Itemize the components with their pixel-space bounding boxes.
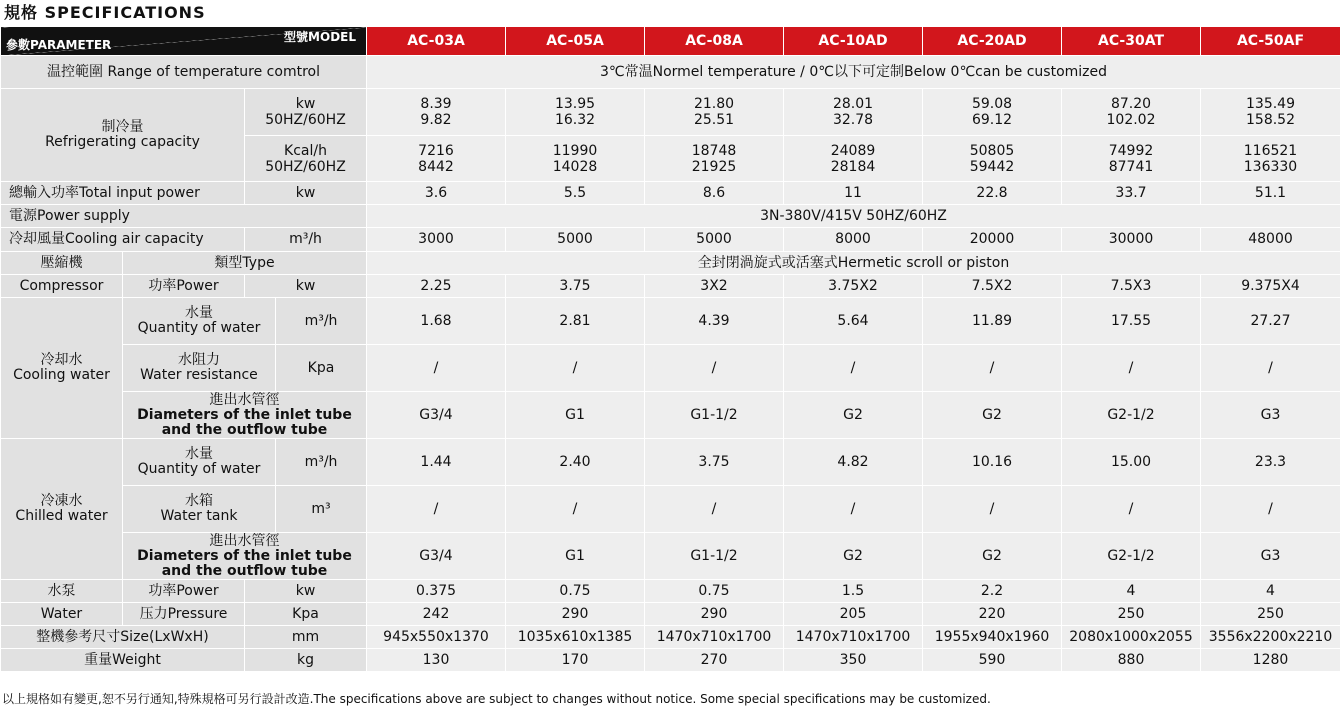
chw-dia-en2: and the outflow tube (123, 564, 366, 579)
compressor-power-value: 3X2 (645, 275, 784, 298)
pump-pressure-value: 290 (506, 603, 645, 626)
chw-tank-value: / (1062, 486, 1201, 533)
chw-tank-value: / (1201, 486, 1340, 533)
cw-dia-value: G3 (1201, 392, 1340, 439)
compressor-power-value: 3.75 (506, 275, 645, 298)
cw-qty-value: 27.27 (1201, 298, 1340, 345)
cw-res-unit: Kpa (276, 345, 367, 392)
cw-res-value: / (784, 345, 923, 392)
cw-dia-cn: 進出水管徑 (123, 393, 366, 408)
cooling-air-value: 48000 (1201, 228, 1340, 252)
refrig-kcal-value (645, 136, 784, 182)
cw-dia-label (123, 392, 367, 439)
chw-qty-value: 15.00 (1062, 439, 1201, 486)
page-title: 規格 SPECIFICATIONS (4, 0, 206, 23)
cw-qty-label (123, 298, 276, 345)
refrig-kw-value-line: 69.12 (923, 112, 1061, 128)
model-header: AC-50AF (1201, 27, 1340, 56)
cooling-air-value: 30000 (1062, 228, 1201, 252)
chw-qty-value: 3.75 (645, 439, 784, 486)
chw-tank-value: / (506, 486, 645, 533)
pump-pressure-label: 压力Pressure (123, 603, 245, 626)
size-value: 945x550x1370 (367, 626, 506, 649)
cw-qty-value: 2.81 (506, 298, 645, 345)
cw-qty-value: 11.89 (923, 298, 1062, 345)
chw-dia-value: G2 (784, 533, 923, 580)
pump-power-value: 0.375 (367, 580, 506, 603)
total-power-value: 3.6 (367, 182, 506, 205)
cw-res-value: / (506, 345, 645, 392)
pump-power-value: 2.2 (923, 580, 1062, 603)
model-header: AC-20AD (923, 27, 1062, 56)
pump-power-value: 0.75 (506, 580, 645, 603)
refrig-kcal-value-line: 50805 (923, 143, 1061, 159)
refrig-kw-value-line: 21.80 (645, 96, 783, 112)
cw-qty-unit: m³/h (276, 298, 367, 345)
refrig-kcal-value-line: 59442 (923, 159, 1061, 175)
refrig-kw-value (1062, 89, 1201, 136)
cw-qty-cn: 水量 (123, 306, 275, 321)
total-power-value: 51.1 (1201, 182, 1340, 205)
unit: kw (245, 96, 366, 112)
cw-dia-en1: Diameters of the inlet tube (123, 408, 366, 423)
chilled-water-label-cn: 冷凍水 (1, 494, 122, 509)
cooling-water-label (1, 298, 123, 439)
size-value: 1955x940x1960 (923, 626, 1062, 649)
chw-qty-cn: 水量 (123, 447, 275, 462)
chw-qty-en: Quantity of water (123, 462, 275, 477)
chw-qty-unit: m³/h (276, 439, 367, 486)
total-power-value: 22.8 (923, 182, 1062, 205)
cw-res-value: / (645, 345, 784, 392)
pump-label-cn: 水泵 (1, 580, 123, 603)
refrig-kw-value-line: 8.39 (367, 96, 505, 112)
chw-qty-label (123, 439, 276, 486)
refrig-kw-value (1201, 89, 1340, 136)
size-label: 整機參考尺寸Size(LxWxH) (1, 626, 245, 649)
model-header: AC-30AT (1062, 27, 1201, 56)
chw-tank-unit: m³ (276, 486, 367, 533)
cw-dia-value: G2-1/2 (1062, 392, 1201, 439)
size-value: 1035x610x1385 (506, 626, 645, 649)
chw-qty-value: 1.44 (367, 439, 506, 486)
refrig-kcal-value-line: 21925 (645, 159, 783, 175)
weight-value: 880 (1062, 649, 1201, 672)
spec-table (0, 26, 1340, 672)
pump-power-value: 1.5 (784, 580, 923, 603)
refrig-kcal-value-line: 24089 (784, 143, 922, 159)
weight-unit: kg (245, 649, 367, 672)
cw-qty-value: 4.39 (645, 298, 784, 345)
cooling-water-label-cn: 冷却水 (1, 353, 122, 368)
refrig-kw-value (506, 89, 645, 136)
pump-power-value: 4 (1201, 580, 1340, 603)
refrig-kw-value (367, 89, 506, 136)
weight-label: 重量Weight (1, 649, 245, 672)
compressor-label-en: Compressor (1, 275, 123, 298)
refrig-unit-kw (245, 89, 367, 136)
refrig-kw-value (645, 89, 784, 136)
cw-dia-en2: and the outflow tube (123, 423, 366, 438)
compressor-power-value: 9.375X4 (1201, 275, 1340, 298)
chw-dia-value: G1-1/2 (645, 533, 784, 580)
refrig-kcal-value-line: 14028 (506, 159, 644, 175)
footnote: 以上規格如有變更,恕不另行通知,特殊規格可另行設計改造.The specifications above are subject to changes without notice. Some special specifications may be customized. (2, 690, 991, 707)
chw-tank-value: / (645, 486, 784, 533)
refrig-kcal-value (923, 136, 1062, 182)
pump-label-en: Water (1, 603, 123, 626)
temp-range-label: 温控範圍 Range of temperature comtrol (1, 56, 367, 89)
refrig-kw-value-line: 28.01 (784, 96, 922, 112)
refrig-kw-value-line: 158.52 (1201, 112, 1340, 128)
model-header: AC-08A (645, 27, 784, 56)
cw-res-label (123, 345, 276, 392)
pump-pressure-value: 290 (645, 603, 784, 626)
cooling-air-value: 8000 (784, 228, 923, 252)
pump-power-label: 功率Power (123, 580, 245, 603)
cooling-air-value: 20000 (923, 228, 1062, 252)
pump-pressure-value: 250 (1062, 603, 1201, 626)
refrig-label-cn: 制冷量 (1, 120, 244, 135)
weight-value: 1280 (1201, 649, 1340, 672)
refrig-kw-value-line: 16.32 (506, 112, 644, 128)
weight-value: 270 (645, 649, 784, 672)
weight-value: 590 (923, 649, 1062, 672)
model-header: AC-10AD (784, 27, 923, 56)
pump-pressure-value: 205 (784, 603, 923, 626)
model-header: AC-05A (506, 27, 645, 56)
total-power-value: 5.5 (506, 182, 645, 205)
refrig-unit-kcal (245, 136, 367, 182)
cw-dia-value: G1 (506, 392, 645, 439)
size-value: 1470x710x1700 (784, 626, 923, 649)
pump-pressure-value: 220 (923, 603, 1062, 626)
refrig-kcal-value-line: 116521 (1201, 143, 1340, 159)
chw-qty-value: 10.16 (923, 439, 1062, 486)
model-label: 型號MODEL (284, 30, 356, 45)
cw-dia-value: G2 (923, 392, 1062, 439)
size-value: 3556x2200x2210 (1201, 626, 1340, 649)
refrig-kcal-value-line: 136330 (1201, 159, 1340, 175)
cooling-water-label-en: Cooling water (1, 368, 122, 383)
pump-power-value: 4 (1062, 580, 1201, 603)
chilled-water-label (1, 439, 123, 580)
total-power-unit: kw (245, 182, 367, 205)
total-power-label: 總輸入功率Total input power (1, 182, 245, 205)
size-unit: mm (245, 626, 367, 649)
refrig-kcal-value-line: 28184 (784, 159, 922, 175)
refrig-kw-value (784, 89, 923, 136)
chw-dia-label (123, 533, 367, 580)
power-supply-label: 電源Power supply (1, 205, 367, 228)
chw-tank-value: / (367, 486, 506, 533)
chw-qty-value: 4.82 (784, 439, 923, 486)
compressor-label-cn: 壓縮機 (1, 252, 123, 275)
temp-range-value: 3℃常温Normel temperature / 0℃以下可定制Below 0℃can be customized (367, 56, 1340, 89)
cooling-air-value: 5000 (645, 228, 784, 252)
compressor-power-value: 7.5X3 (1062, 275, 1201, 298)
cooling-air-value: 3000 (367, 228, 506, 252)
refrig-kw-value-line: 87.20 (1062, 96, 1200, 112)
refrig-label (1, 89, 245, 182)
cooling-air-unit: m³/h (245, 228, 367, 252)
refrig-kcal-value (506, 136, 645, 182)
chw-tank-value: / (784, 486, 923, 533)
cw-dia-value: G2 (784, 392, 923, 439)
total-power-value: 33.7 (1062, 182, 1201, 205)
refrig-kw-value-line: 59.08 (923, 96, 1061, 112)
model-header: AC-03A (367, 27, 506, 56)
pump-pressure-value: 250 (1201, 603, 1340, 626)
compressor-power-unit: kw (245, 275, 367, 298)
pump-pressure-unit: Kpa (245, 603, 367, 626)
compressor-type-value: 全封閉渦旋式或活塞式Hermetic scroll or piston (367, 252, 1340, 275)
pump-power-unit: kw (245, 580, 367, 603)
cw-res-cn: 水阻力 (123, 353, 275, 368)
refrig-kcal-value-line: 8442 (367, 159, 505, 175)
cw-dia-value: G1-1/2 (645, 392, 784, 439)
refrig-label-en: Refrigerating capacity (1, 135, 244, 150)
refrig-kcal-value-line: 11990 (506, 143, 644, 159)
refrig-kw-value-line: 102.02 (1062, 112, 1200, 128)
pump-pressure-value: 242 (367, 603, 506, 626)
refrig-kcal-value (784, 136, 923, 182)
compressor-type-label: 類型Type (123, 252, 367, 275)
unit: 50HZ/60HZ (245, 112, 366, 128)
chw-tank-label (123, 486, 276, 533)
total-power-value: 8.6 (645, 182, 784, 205)
chw-tank-value: / (923, 486, 1062, 533)
cw-qty-en: Quantity of water (123, 321, 275, 336)
cw-res-en: Water resistance (123, 368, 275, 383)
cw-res-value: / (1062, 345, 1201, 392)
chw-tank-en: Water tank (123, 509, 275, 524)
header-corner (1, 27, 367, 56)
chw-dia-value: G3/4 (367, 533, 506, 580)
compressor-power-value: 2.25 (367, 275, 506, 298)
chw-tank-cn: 水箱 (123, 494, 275, 509)
weight-value: 350 (784, 649, 923, 672)
cooling-air-value: 5000 (506, 228, 645, 252)
cw-qty-value: 17.55 (1062, 298, 1201, 345)
cooling-air-label: 冷却風量Cooling air capacity (1, 228, 245, 252)
cw-dia-value: G3/4 (367, 392, 506, 439)
compressor-power-value: 7.5X2 (923, 275, 1062, 298)
pump-power-value: 0.75 (645, 580, 784, 603)
refrig-kw-value-line: 25.51 (645, 112, 783, 128)
refrig-kcal-value-line: 18748 (645, 143, 783, 159)
chw-dia-value: G1 (506, 533, 645, 580)
cw-res-value: / (367, 345, 506, 392)
refrig-kw-value-line: 135.49 (1201, 96, 1340, 112)
total-power-value: 11 (784, 182, 923, 205)
refrig-kw-value-line: 32.78 (784, 112, 922, 128)
unit: 50HZ/60HZ (245, 159, 366, 175)
chilled-water-label-en: Chilled water (1, 509, 122, 524)
weight-value: 170 (506, 649, 645, 672)
power-supply-value: 3N-380V/415V 50HZ/60HZ (367, 205, 1340, 228)
chw-dia-value: G2-1/2 (1062, 533, 1201, 580)
chw-dia-value: G2 (923, 533, 1062, 580)
compressor-power-value: 3.75X2 (784, 275, 923, 298)
cw-res-value: / (923, 345, 1062, 392)
cw-qty-value: 5.64 (784, 298, 923, 345)
unit: Kcal/h (245, 143, 366, 159)
cw-res-value: / (1201, 345, 1340, 392)
refrig-kcal-value-line: 74992 (1062, 143, 1200, 159)
chw-qty-value: 23.3 (1201, 439, 1340, 486)
refrig-kcal-value (1201, 136, 1340, 182)
weight-value: 130 (367, 649, 506, 672)
compressor-power-label: 功率Power (123, 275, 245, 298)
refrig-kcal-value-line: 7216 (367, 143, 505, 159)
size-value: 1470x710x1700 (645, 626, 784, 649)
refrig-kw-value-line: 13.95 (506, 96, 644, 112)
refrig-kcal-value-line: 87741 (1062, 159, 1200, 175)
chw-dia-cn: 進出水管徑 (123, 534, 366, 549)
refrig-kw-value (923, 89, 1062, 136)
chw-dia-en1: Diameters of the inlet tube (123, 549, 366, 564)
refrig-kw-value-line: 9.82 (367, 112, 505, 128)
size-value: 2080x1000x2055 (1062, 626, 1201, 649)
refrig-kcal-value (1062, 136, 1201, 182)
cw-qty-value: 1.68 (367, 298, 506, 345)
refrig-kcal-value (367, 136, 506, 182)
parameter-label: 參數PARAMETER (6, 38, 111, 53)
chw-dia-value: G3 (1201, 533, 1340, 580)
chw-qty-value: 2.40 (506, 439, 645, 486)
